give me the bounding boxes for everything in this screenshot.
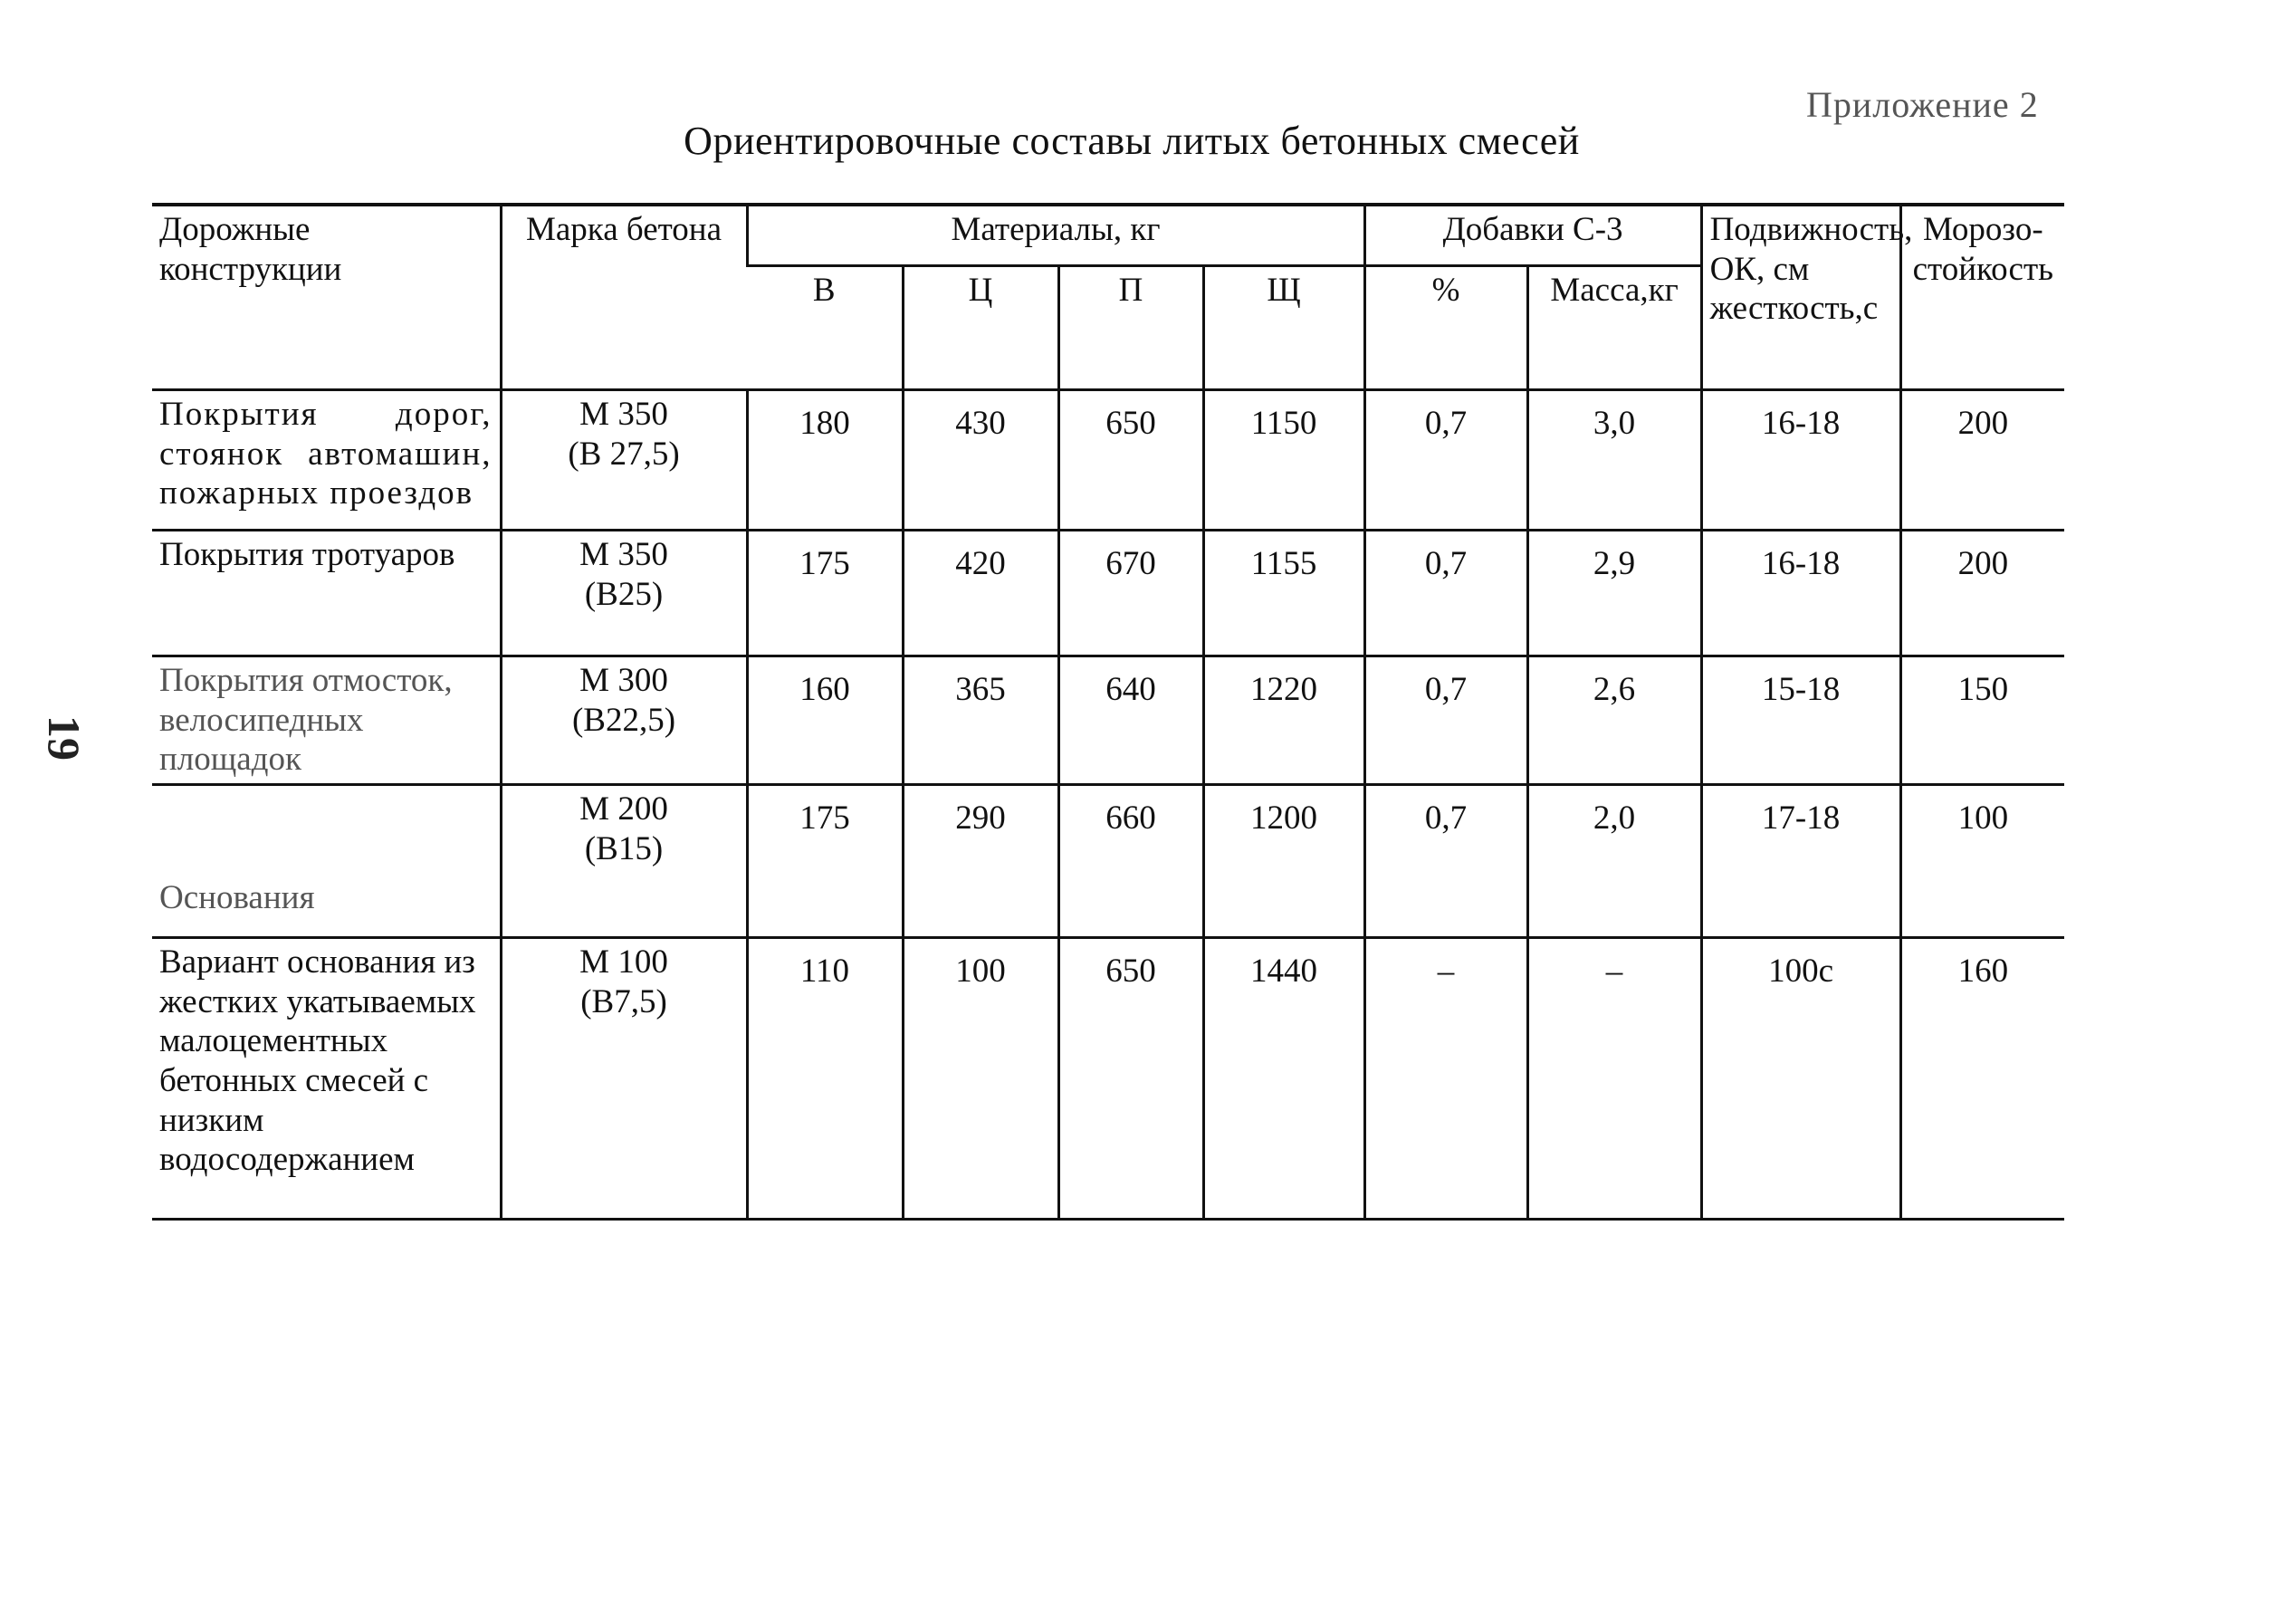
additive-percent-cell: 0,7 — [1364, 531, 1527, 656]
grade-class: (В22,5) — [571, 701, 676, 739]
grade-class: (В7,5) — [580, 982, 667, 1020]
construction-cell: Покрытия дорог, стоянок автомашин, пожарных проездов — [152, 390, 501, 531]
table-row — [152, 390, 2064, 531]
document-title: Ориентировочные составы литых бетонных смесей — [684, 119, 1580, 163]
water-cell: 180 — [747, 390, 903, 531]
sand-cell: 650 — [1058, 390, 1203, 531]
sand-cell: 660 — [1058, 784, 1203, 937]
grade-class: (В25) — [584, 575, 664, 613]
grade-cell — [501, 784, 747, 937]
header-construction: Дорожные конструкции — [152, 205, 501, 390]
frost-cell: 200 — [1900, 531, 2064, 656]
header-crushed-stone: Щ — [1203, 266, 1364, 390]
sand-cell: 670 — [1058, 531, 1203, 656]
header-grade: Марка бетона — [501, 205, 747, 390]
grade-cell — [501, 937, 747, 1219]
header-sand: П — [1058, 266, 1203, 390]
grade-mark: М 300 — [579, 662, 668, 699]
header-frost-resistance: Морозо-стойкость — [1900, 205, 2064, 390]
grade-mark: М 350 — [579, 396, 668, 433]
header-additive-mass: Масса,кг — [1527, 266, 1701, 390]
construction-cell: Вариант основания из жестких укатываемых малоцементных бетонных смесей с низким водосодержанием — [152, 937, 501, 1219]
grade-class: (В15) — [584, 829, 664, 867]
crushed-stone-cell: 1150 — [1203, 390, 1364, 531]
crushed-stone-cell: 1440 — [1203, 937, 1364, 1219]
table-row — [152, 784, 2064, 937]
mobility-cell: 16-18 — [1701, 390, 1900, 531]
table-row — [152, 656, 2064, 785]
water-cell: 175 — [747, 531, 903, 656]
additive-mass-cell: – — [1527, 937, 1701, 1219]
additive-percent-cell: – — [1364, 937, 1527, 1219]
additive-mass-cell: 3,0 — [1527, 390, 1701, 531]
frost-cell: 150 — [1900, 656, 2064, 785]
water-cell: 175 — [747, 784, 903, 937]
appendix-label: Приложение 2 — [1806, 84, 2039, 125]
frost-cell: 100 — [1900, 784, 2064, 937]
additive-mass-cell: 2,9 — [1527, 531, 1701, 656]
construction-cell: Основания — [152, 784, 501, 937]
frost-cell: 160 — [1900, 937, 2064, 1219]
water-cell: 110 — [747, 937, 903, 1219]
table-row — [152, 531, 2064, 656]
grade-mark: М 350 — [579, 536, 668, 573]
cement-cell: 430 — [903, 390, 1058, 531]
mobility-cell: 15-18 — [1701, 656, 1900, 785]
header-additives-group: Добавки С-3 — [1364, 205, 1701, 266]
concrete-mix-table — [152, 203, 2064, 1221]
cement-cell: 420 — [903, 531, 1058, 656]
construction-cell: Покрытия отмосток, велосипедных площадок — [152, 656, 501, 785]
grade-mark: М 100 — [579, 943, 668, 981]
cement-cell: 365 — [903, 656, 1058, 785]
crushed-stone-cell: 1155 — [1203, 531, 1364, 656]
grade-mark: М 200 — [579, 790, 668, 828]
header-mobility: Подвижность, ОК, см жесткость,с — [1701, 205, 1900, 390]
grade-cell — [501, 531, 747, 656]
page-number: 19 — [39, 715, 90, 761]
crushed-stone-cell: 1200 — [1203, 784, 1364, 937]
cement-cell: 290 — [903, 784, 1058, 937]
cement-cell: 100 — [903, 937, 1058, 1219]
additive-percent-cell: 0,7 — [1364, 390, 1527, 531]
table-row — [152, 937, 2064, 1219]
grade-class: (В 27,5) — [568, 435, 680, 473]
crushed-stone-cell: 1220 — [1203, 656, 1364, 785]
frost-cell: 200 — [1900, 390, 2064, 531]
additive-mass-cell: 2,0 — [1527, 784, 1701, 937]
mobility-cell: 17-18 — [1701, 784, 1900, 937]
grade-cell — [501, 656, 747, 785]
grade-cell — [501, 390, 747, 531]
additive-mass-cell: 2,6 — [1527, 656, 1701, 785]
header-materials-group: Материалы, кг — [747, 205, 1364, 266]
sand-cell: 650 — [1058, 937, 1203, 1219]
header-cement: Ц — [903, 266, 1058, 390]
header-water: В — [812, 272, 836, 309]
mobility-cell: 16-18 — [1701, 531, 1900, 656]
mobility-cell: 100с — [1701, 937, 1900, 1219]
water-cell: 160 — [747, 656, 903, 785]
additive-percent-cell: 0,7 — [1364, 656, 1527, 785]
construction-cell: Покрытия тротуаров — [152, 531, 501, 656]
sand-cell: 640 — [1058, 656, 1203, 785]
header-additive-percent: % — [1364, 266, 1527, 390]
additive-percent-cell: 0,7 — [1364, 784, 1527, 937]
